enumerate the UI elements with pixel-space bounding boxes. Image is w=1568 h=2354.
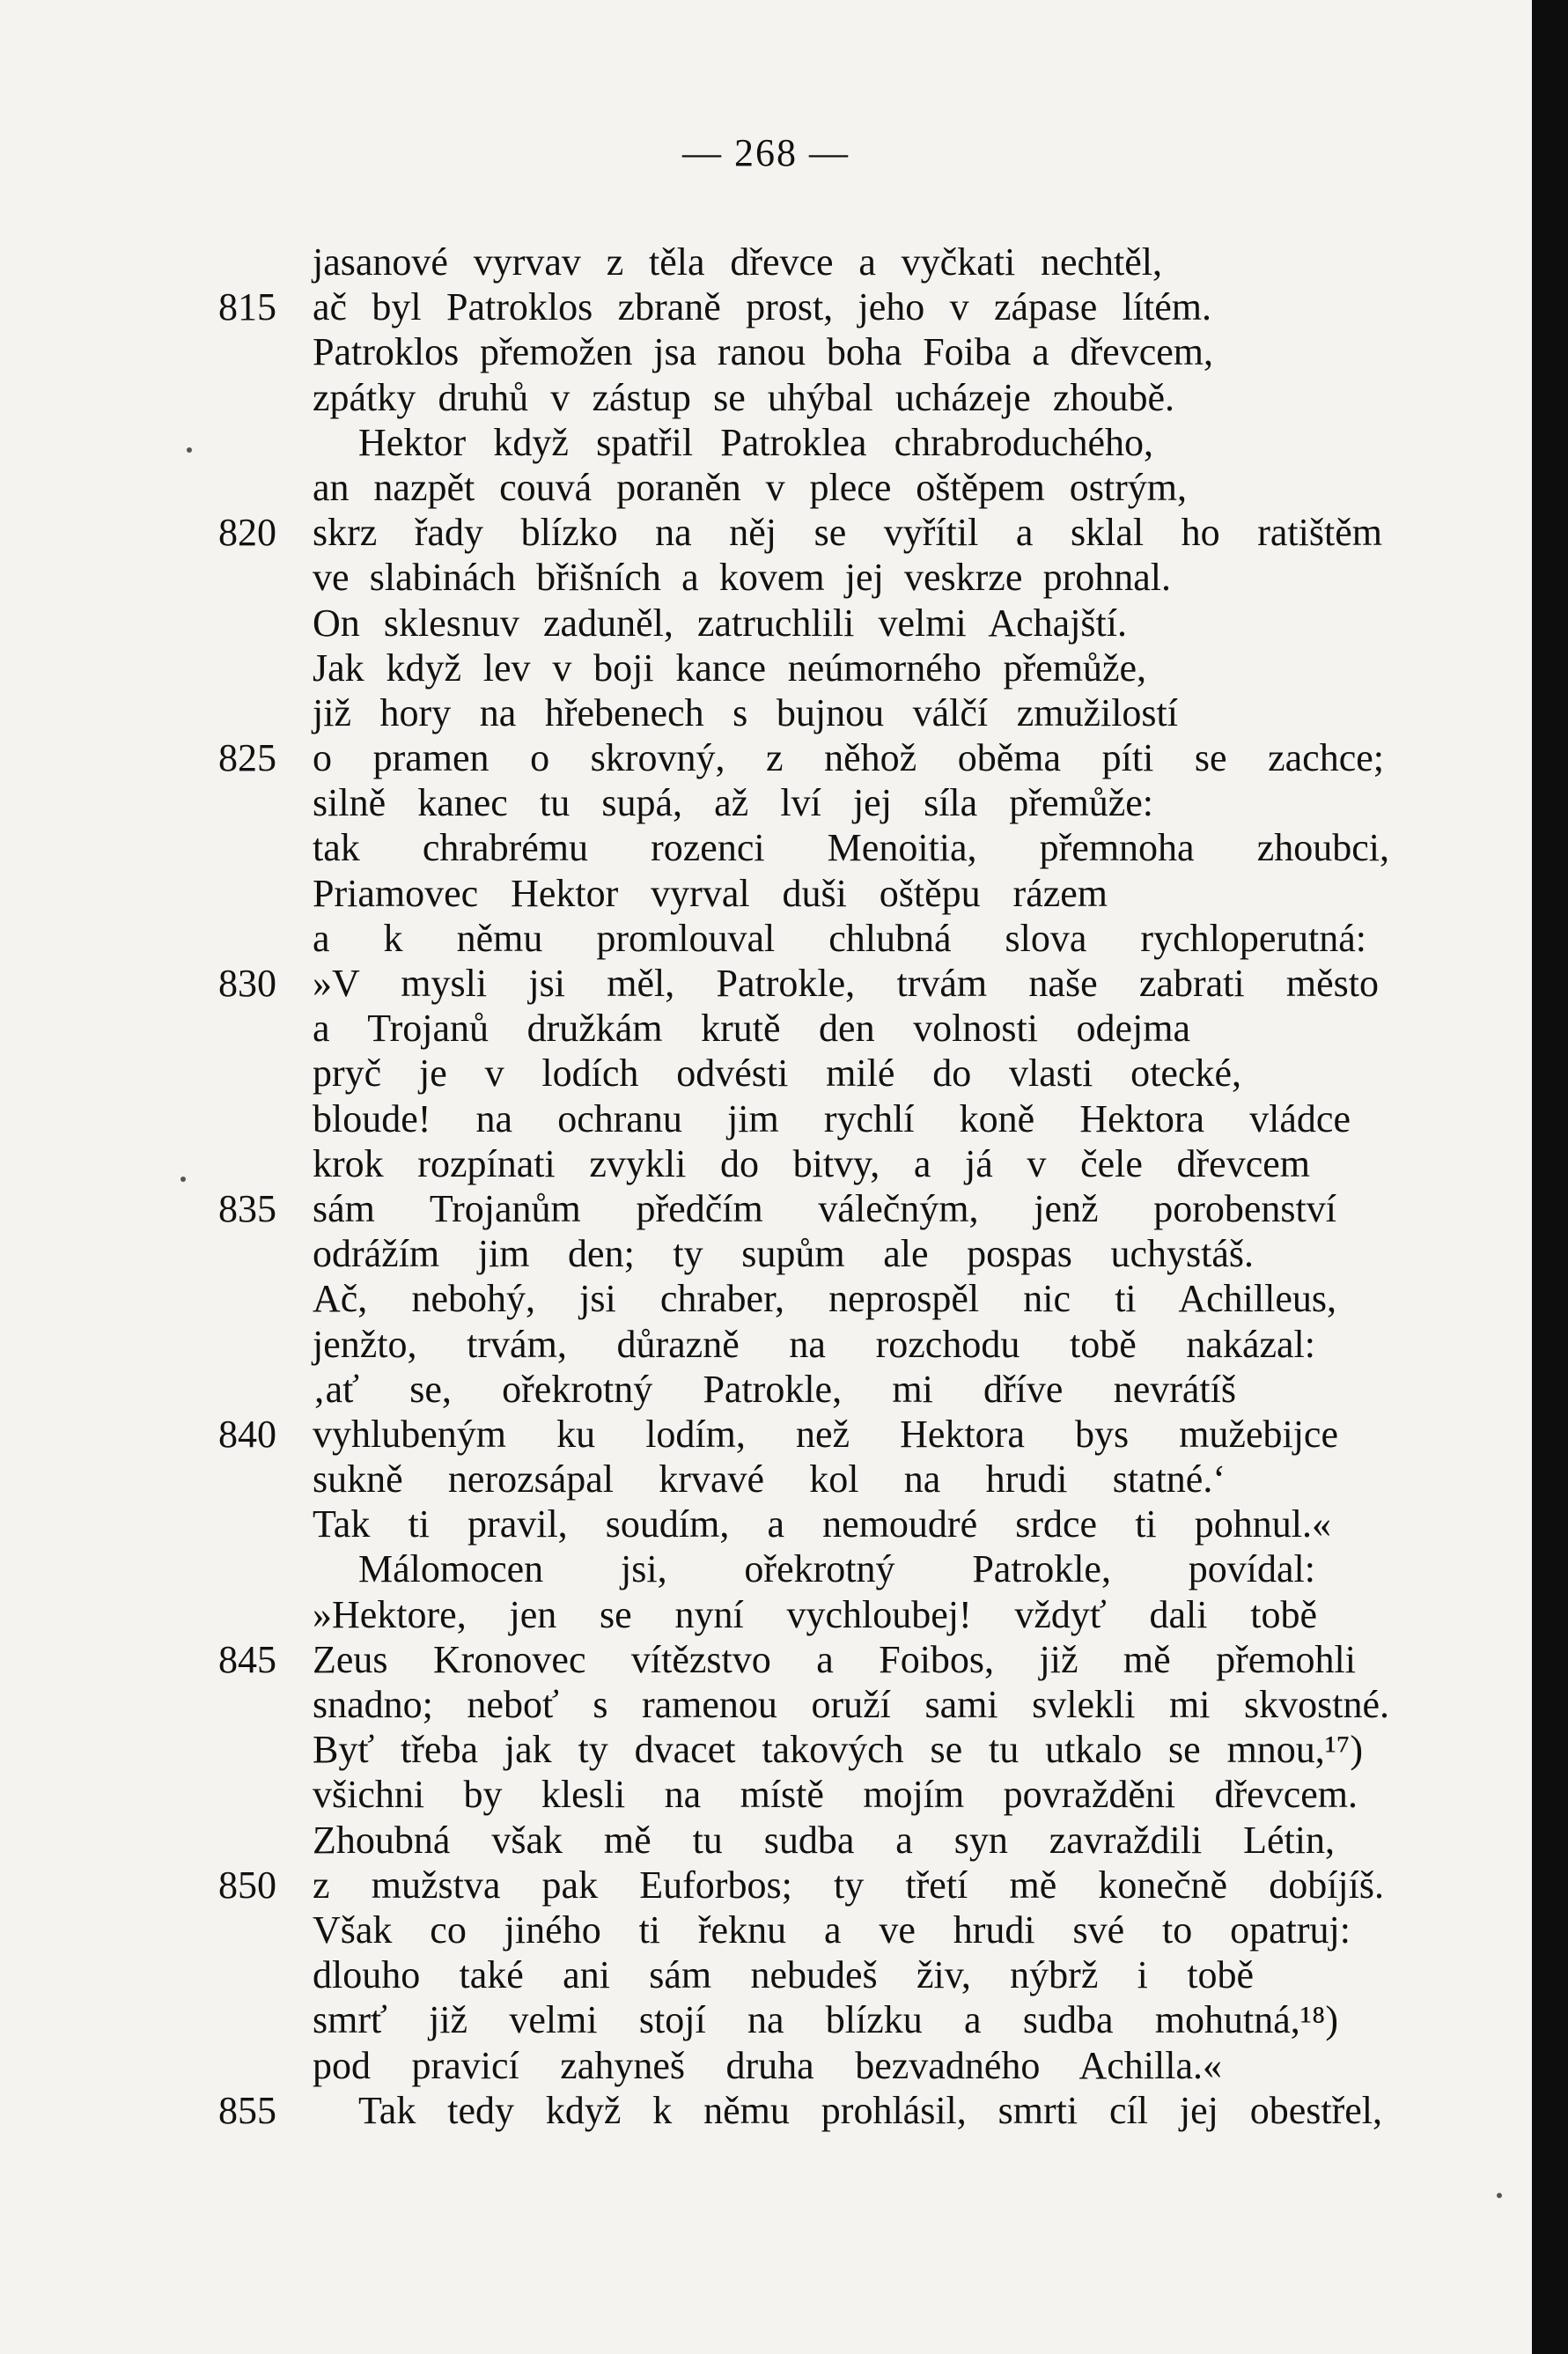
verse-text: ‚ať se, ořekrotný Patrokle, mi dříve nevrátíš (313, 1367, 1236, 1411)
verse-number: 830 (218, 962, 276, 1005)
verse-number: 825 (218, 736, 276, 780)
verse-line (218, 1051, 1389, 1096)
verse-line (218, 690, 1389, 735)
verse-number: 835 (218, 1186, 276, 1230)
verse-line (218, 780, 1389, 825)
verse-text: zpátky druhů v zástup se uhýbal ucházeje zhoubě. (313, 375, 1174, 419)
verse-line (218, 420, 1389, 465)
verse-text: Hektor když spatřil Patroklea chrabroduchého, (358, 420, 1153, 464)
verse-text: pod pravicí zahyneš druha bezvadného Achilla.« (313, 2043, 1222, 2087)
verse-text: Málomocen jsi, ořekrotný Patrokle, povídal: (358, 1547, 1315, 1591)
poem-text (218, 240, 1389, 2133)
verse-line (218, 375, 1389, 420)
verse-text: tak chrabrému rozenci Menoitia, přemnoha zhoubci, (313, 826, 1389, 870)
verse-line (218, 916, 1389, 961)
verse-line (218, 555, 1389, 600)
verse-text: Ač, nebohý, jsi chraber, neprospěl nic ti Achilleus, (313, 1277, 1336, 1321)
verse-text: sukně nerozsápal krvavé kol na hrudi statné.‘ (313, 1457, 1226, 1502)
verse-text: Priamovec Hektor vyrval duši oštěpu rázem (313, 871, 1108, 915)
verse-text: Patroklos přemožen jsa ranou boha Foiba a dřevcem, (313, 330, 1213, 374)
verse-line (218, 329, 1389, 374)
verse-text: silně kanec tu supá, až lví jej síla přemůže: (313, 781, 1153, 825)
verse-line (218, 1997, 1389, 2042)
verse-line (218, 1457, 1389, 1502)
verse-line (218, 284, 1389, 329)
verse-line (218, 1637, 1389, 1682)
verse-text: o pramen o skrovný, z něhož oběma píti se zachce; (313, 736, 1384, 780)
verse-line (218, 1908, 1389, 1952)
paper-speck (180, 1177, 186, 1182)
verse-number: 840 (218, 1412, 276, 1456)
verse-line (218, 601, 1389, 646)
verse-number: 815 (218, 285, 276, 329)
verse-text: z mužstva pak Euforbos; ty třetí mě konečně dobíjíš. (313, 1863, 1384, 1907)
verse-line (218, 1141, 1389, 1186)
verse-text: »Hektore, jen se nyní vychloubej! vždyť dali tobě (313, 1592, 1317, 1636)
verse-line (218, 1096, 1389, 1141)
verse-text: Zeus Kronovec vítězstvo a Foibos, již mě přemohli (313, 1637, 1356, 1681)
verse-line (218, 1502, 1389, 1546)
verse-text: skrz řady blízko na něj se vyřítil a sklal ho ratištěm (313, 511, 1382, 555)
verse-text: pryč je v lodích odvésti milé do vlasti otecké, (313, 1052, 1241, 1096)
verse-text: sám Trojanům předčím válečným, jenž porobenství (313, 1186, 1336, 1230)
verse-line (218, 825, 1389, 870)
verse-number: 855 (218, 2088, 276, 2132)
verse-text: Zhoubná však mě tu sudba a syn zavraždili Létin, (313, 1818, 1335, 1862)
verse-text: Byť třeba jak ty dvacet takových se tu utkalo se mnou,¹⁷) (313, 1728, 1363, 1772)
verse-line (218, 2043, 1389, 2088)
paper-speck (1497, 2193, 1502, 2198)
verse-line (218, 961, 1389, 1006)
verse-line (218, 1412, 1389, 1457)
verse-text: bloude! na ochranu jim rychlí koně Hektora vládce (313, 1096, 1351, 1140)
verse-text: a Trojanů družkám krutě den volnosti odejma (313, 1007, 1190, 1051)
verse-line (218, 1006, 1389, 1051)
scan-edge (1532, 0, 1568, 2354)
verse-line (218, 735, 1389, 780)
verse-text: Však co jiného ti řeknu a ve hrudi své to opatruj: (313, 1908, 1351, 1952)
verse-text: a k němu promlouval chlubná slova rychloperutná: (313, 916, 1366, 960)
verse-text: smrť již velmi stojí na blízku a sudba mohutná,¹⁸) (313, 1998, 1338, 2042)
verse-line (218, 2088, 1389, 2133)
verse-line (218, 240, 1389, 284)
verse-line (218, 1276, 1389, 1321)
verse-number: 820 (218, 511, 276, 555)
verse-text: ve slabinách břišních a kovem jej veskrze prohnal. (313, 556, 1171, 600)
verse-text: jasanové vyrvav z těla dřevce a vyčkati nechtěl, (313, 240, 1162, 284)
verse-line (218, 1727, 1389, 1772)
verse-line (218, 510, 1389, 555)
verse-line (218, 1367, 1389, 1412)
verse-number: 850 (218, 1863, 276, 1907)
verse-text: vyhlubeným ku lodím, než Hektora bys mužebijce (313, 1412, 1338, 1456)
verse-text: »V mysli jsi měl, Patrokle, trvám naše zabrati město (313, 962, 1379, 1005)
verse-line (218, 1322, 1389, 1367)
verse-text: dlouho také ani sám nebudeš živ, nýbrž i tobě (313, 1953, 1254, 1997)
verse-text: již hory na hřebenech s bujnou válčí zmužilostí (313, 690, 1178, 734)
verse-line (218, 1818, 1389, 1863)
verse-text: všichni by klesli na místě mojím povražděni dřevcem. (313, 1773, 1358, 1817)
verse-line (218, 1772, 1389, 1817)
verse-line (218, 1186, 1389, 1231)
verse-text: On sklesnuv zaduněl, zatruchlili velmi Achajští. (313, 601, 1127, 645)
paper-speck (187, 447, 192, 453)
page-number: — 268 — (682, 131, 850, 174)
verse-text: odrážím jim den; ty supům ale pospas uchystáš. (313, 1232, 1254, 1276)
verse-line (218, 1546, 1389, 1591)
verse-line (218, 1863, 1389, 1908)
verse-line (218, 1592, 1389, 1637)
verse-line (218, 646, 1389, 690)
verse-text: Jak když lev v boji kance neúmorného přemůže, (313, 646, 1146, 690)
verse-text: an nazpět couvá poraněn v plece oštěpem ostrým, (313, 465, 1187, 509)
verse-text: krok rozpínati zvykli do bitvy, a já v čele dřevcem (313, 1141, 1310, 1185)
verse-number: 845 (218, 1637, 276, 1681)
verse-line (218, 1231, 1389, 1276)
verse-text: Tak tedy když k němu prohlásil, smrti cíl jej obestřel, (358, 2088, 1382, 2132)
verse-line (218, 1682, 1389, 1727)
verse-text: jenžto, trvám, důrazně na rozchodu tobě nakázal: (313, 1322, 1315, 1366)
verse-line (218, 465, 1389, 510)
verse-line (218, 871, 1389, 916)
verse-text: snadno; neboť s ramenou oruží sami svlekli mi skvostné. (313, 1683, 1389, 1726)
verse-text: ač byl Patroklos zbraně prost, jeho v zápase lítém. (313, 285, 1211, 329)
verse-text: Tak ti pravil, soudím, a nemoudré srdce ti pohnul.« (313, 1502, 1331, 1546)
verse-line (218, 1952, 1389, 1997)
